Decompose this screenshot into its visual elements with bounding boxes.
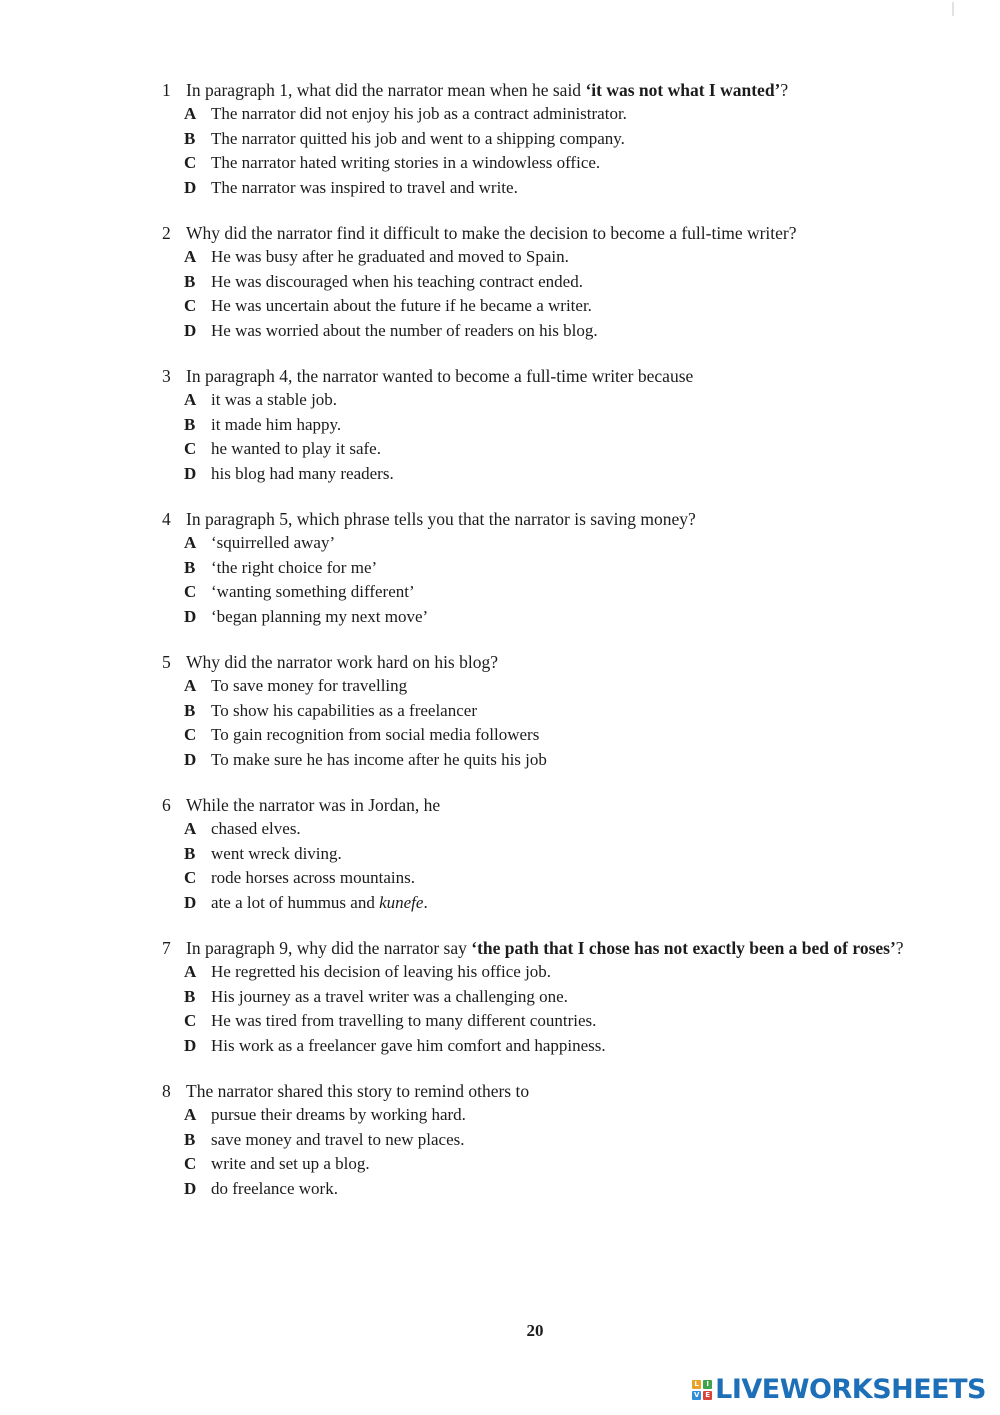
option-text-main: To gain recognition from social media followers: [211, 725, 540, 744]
option-text: [211, 866, 415, 891]
question-number: 2: [162, 223, 171, 243]
question-stem: [162, 364, 962, 388]
option-text-main: The narrator was inspired to travel and write.: [211, 177, 518, 197]
answer-option-c[interactable]: [162, 151, 962, 176]
question-stem: [162, 793, 962, 817]
question-text: [186, 507, 696, 531]
question-number: 8: [162, 1081, 171, 1101]
question-text-main: While the narrator was in Jordan, he: [186, 795, 441, 815]
question-1: [162, 78, 962, 200]
question-6: [162, 793, 962, 915]
question-4: [162, 507, 962, 629]
option-letter: B: [184, 128, 196, 148]
liveworksheets-brand: [692, 1374, 986, 1405]
option-letter: A: [184, 533, 197, 552]
question-5: [162, 650, 962, 772]
option-letter: B: [184, 700, 196, 720]
option-text-main: ate a lot of hummus and: [211, 892, 380, 912]
logo-square: L: [692, 1380, 701, 1389]
option-text-main: went wreck diving.: [211, 843, 342, 863]
option-letter: C: [184, 1154, 197, 1173]
logo-square: V: [693, 1390, 700, 1399]
option-text-main: it made him happy.: [211, 414, 342, 434]
option-text: [211, 748, 547, 773]
answer-option-b[interactable]: [162, 985, 962, 1010]
logo-square: E: [703, 1391, 712, 1400]
answer-option-a[interactable]: [162, 102, 962, 127]
question-stem: [162, 507, 962, 531]
question-number: 4: [162, 509, 171, 529]
question-3: [162, 364, 962, 486]
option-letter: B: [184, 414, 196, 434]
question-number: 7: [162, 938, 171, 958]
option-letter: D: [184, 320, 197, 340]
answer-option-a[interactable]: [162, 960, 962, 985]
answer-option-b[interactable]: [162, 270, 962, 295]
answer-option-b[interactable]: [162, 556, 962, 581]
answer-option-a[interactable]: [162, 388, 962, 413]
question-stem: [162, 936, 962, 960]
option-text-main: He was busy after he graduated and moved to Spain.: [211, 247, 569, 266]
option-text: [211, 127, 625, 152]
question-2: [162, 221, 962, 343]
answer-option-a[interactable]: [162, 531, 962, 556]
option-text: [211, 388, 337, 413]
option-letter: B: [184, 843, 196, 863]
answer-option-d[interactable]: [162, 319, 962, 344]
page-number: 20: [526, 1321, 544, 1340]
question-stem: [162, 650, 962, 674]
question-text-main: In paragraph 1, what did the narrator mean when he said: [186, 80, 586, 100]
option-text-main: ‘the right choice for me’: [211, 557, 378, 577]
option-italic-word: kunefe: [379, 892, 424, 912]
option-text: [211, 413, 341, 438]
scan-mark: [944, 2, 954, 16]
option-text: [211, 605, 428, 630]
answer-option-d[interactable]: [162, 891, 962, 916]
option-text: [211, 102, 627, 127]
option-text: [211, 723, 539, 748]
option-letter: A: [184, 1105, 197, 1124]
option-letter: A: [184, 104, 197, 123]
option-text: [211, 437, 381, 462]
question-7: [162, 936, 962, 1058]
answer-option-a[interactable]: [162, 245, 962, 270]
option-letter: B: [184, 986, 196, 1006]
option-letter: A: [184, 819, 197, 838]
option-text: [211, 817, 301, 842]
option-text-main: pursue their dreams by working hard.: [211, 1105, 466, 1124]
option-text: [211, 1103, 466, 1128]
option-letter: C: [184, 153, 197, 172]
answer-option-c[interactable]: [162, 437, 962, 462]
question-number: 5: [162, 652, 171, 672]
question-text-main: In paragraph 9, why did the narrator say: [186, 938, 472, 958]
quoted-phrase: ‘it was not what I wanted’: [585, 80, 781, 100]
option-text: [211, 1034, 606, 1059]
option-text-main: To make sure he has income after he quits his job: [211, 749, 547, 769]
question-text-end: ?: [780, 80, 789, 100]
answer-option-d[interactable]: [162, 1177, 962, 1202]
option-text: [211, 699, 477, 724]
question-text-main: In paragraph 4, the narrator wanted to become a full-time writer because: [186, 366, 694, 386]
option-text-main: ‘squirrelled away’: [211, 533, 336, 552]
question-text: [186, 650, 498, 674]
answer-option-c[interactable]: [162, 1152, 962, 1177]
question-text-main: The narrator shared this story to remind others to: [186, 1081, 530, 1101]
option-text: [211, 462, 394, 487]
option-letter: D: [184, 606, 197, 626]
option-text: [211, 176, 518, 201]
option-letter: D: [184, 177, 197, 197]
question-text: [186, 221, 797, 245]
option-text: [211, 891, 428, 916]
answer-option-a[interactable]: [162, 674, 962, 699]
question-text: [186, 1079, 529, 1103]
option-text-main: write and set up a blog.: [211, 1154, 370, 1173]
answer-option-c[interactable]: [162, 1009, 962, 1034]
question-stem: [162, 221, 962, 245]
question-8: [162, 1079, 962, 1201]
option-text: [211, 674, 407, 699]
answer-option-a[interactable]: [162, 817, 962, 842]
option-letter: C: [184, 725, 197, 744]
option-text: [211, 151, 600, 176]
option-text-main: He was tired from travelling to many different countries.: [211, 1011, 597, 1030]
answer-option-c[interactable]: [162, 294, 962, 319]
answer-option-c[interactable]: [162, 580, 962, 605]
option-letter: D: [184, 892, 197, 912]
question-stem: [162, 78, 962, 102]
option-text-main: ‘wanting something different’: [211, 582, 415, 601]
option-text: [211, 842, 342, 867]
answer-option-d[interactable]: [162, 748, 962, 773]
answer-option-c[interactable]: [162, 723, 962, 748]
option-letter: B: [184, 271, 196, 291]
option-text-main: To save money for travelling: [211, 676, 408, 695]
option-letter: C: [184, 1011, 197, 1030]
option-text: [211, 294, 592, 319]
option-text: [211, 1177, 338, 1202]
option-text-main: He was worried about the number of readers on his blog.: [211, 320, 598, 340]
option-letter: A: [184, 390, 197, 409]
option-text-main: His work as a freelancer gave him comfort and happiness.: [211, 1035, 606, 1055]
question-stem: [162, 1079, 962, 1103]
option-text-main: He regretted his decision of leaving his office job.: [211, 962, 552, 981]
option-text-main: To show his capabilities as a freelancer: [211, 700, 477, 720]
answer-option-d[interactable]: [162, 462, 962, 487]
option-text-main: He was uncertain about the future if he became a writer.: [211, 296, 592, 315]
option-letter: D: [184, 1035, 197, 1055]
question-text: [186, 936, 904, 960]
option-text-main: His journey as a travel writer was a challenging one.: [211, 986, 568, 1006]
answer-option-b[interactable]: [162, 1128, 962, 1153]
answer-option-b[interactable]: [162, 413, 962, 438]
option-text: [211, 1009, 596, 1034]
option-letter: B: [184, 557, 196, 577]
question-text: [186, 793, 440, 817]
option-letter: D: [184, 749, 197, 769]
question-number: 3: [162, 366, 171, 386]
answer-option-d[interactable]: [162, 1034, 962, 1059]
option-letter: C: [184, 439, 197, 458]
answer-option-d[interactable]: [162, 605, 962, 630]
option-letter: D: [184, 1178, 197, 1198]
answer-option-b[interactable]: [162, 127, 962, 152]
option-text: [211, 1128, 465, 1153]
liveworksheets-logo-icon: [692, 1380, 712, 1400]
option-text: [211, 1152, 370, 1177]
option-text: [211, 985, 568, 1010]
option-text: [211, 319, 598, 344]
answer-option-d[interactable]: [162, 176, 962, 201]
option-text-main: The narrator did not enjoy his job as a contract administrator.: [211, 104, 627, 123]
question-number: 6: [162, 795, 171, 815]
option-text-main: his blog had many readers.: [211, 463, 394, 483]
option-text-main: chased elves.: [211, 819, 301, 838]
question-list: [162, 78, 962, 1222]
option-text-main: The narrator hated writing stories in a windowless office.: [211, 153, 601, 172]
option-letter: B: [184, 1129, 196, 1149]
option-text-main: ‘began planning my next move’: [211, 606, 429, 626]
option-text: [211, 960, 551, 985]
option-text-main: it was a stable job.: [211, 390, 338, 409]
logo-square: I: [703, 1380, 712, 1389]
option-letter: D: [184, 463, 197, 483]
option-letter: C: [184, 868, 197, 887]
option-text: [211, 245, 569, 270]
answer-option-a[interactable]: [162, 1103, 962, 1128]
question-text-main: Why did the narrator work hard on his blog?: [186, 652, 499, 672]
question-text-end: ?: [895, 938, 904, 958]
option-text-main: do freelance work.: [211, 1178, 338, 1198]
answer-option-b[interactable]: [162, 699, 962, 724]
question-number: 1: [162, 80, 171, 100]
option-text-main: he wanted to play it safe.: [211, 439, 381, 458]
answer-option-c[interactable]: [162, 866, 962, 891]
option-letter: A: [184, 962, 197, 981]
option-text: [211, 580, 415, 605]
option-text: [211, 270, 583, 295]
option-text-end: .: [423, 892, 428, 912]
option-letter: A: [184, 247, 197, 266]
quoted-phrase: ‘the path that I chose has not exactly been a bed of roses’: [471, 938, 896, 958]
option-text-main: rode horses across mountains.: [211, 868, 415, 887]
option-text-main: He was discouraged when his teaching contract ended.: [211, 271, 583, 291]
option-text: [211, 556, 377, 581]
option-letter: C: [184, 296, 197, 315]
option-text: [211, 531, 335, 556]
option-letter: A: [184, 676, 197, 695]
question-text-main: Why did the narrator find it difficult to make the decision to become a full-time writer?: [186, 223, 797, 243]
brand-name: LIVEWORKSHEETS: [715, 1374, 986, 1405]
option-text-main: save money and travel to new places.: [211, 1129, 465, 1149]
question-text: [186, 364, 693, 388]
option-letter: C: [184, 582, 197, 601]
answer-option-b[interactable]: [162, 842, 962, 867]
question-text: [186, 78, 788, 102]
question-text-main: In paragraph 5, which phrase tells you that the narrator is saving money?: [186, 509, 696, 529]
option-text-main: The narrator quitted his job and went to a shipping company.: [211, 128, 625, 148]
